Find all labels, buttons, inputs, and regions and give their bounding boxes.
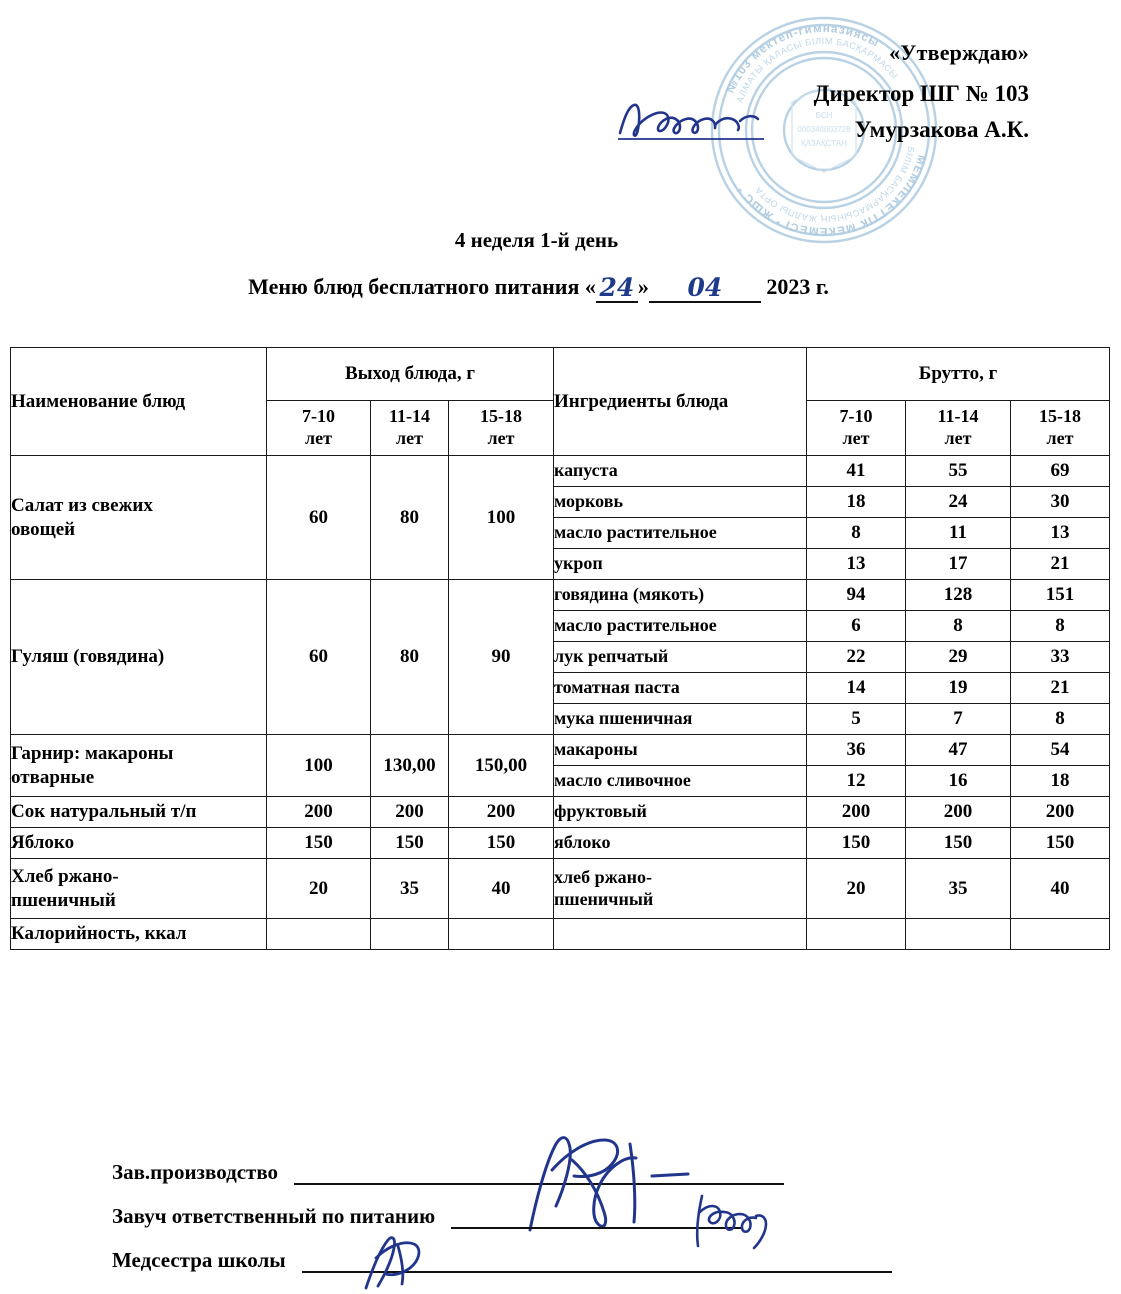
- gross-value-cell: 29: [906, 642, 1011, 673]
- signature-footer: [112, 1160, 1062, 1292]
- dish-name-cell: [11, 456, 267, 580]
- gross-value-cell: 41: [807, 456, 906, 487]
- dish-name-cell: [11, 580, 267, 735]
- ingredient-name-cell: яблоко: [554, 828, 807, 859]
- table-row: [11, 797, 1110, 828]
- ingredient-name-cell: говядина (мякоть): [554, 580, 807, 611]
- director-signature: [614, 99, 824, 141]
- age-label-line1: 11-14: [388, 406, 430, 427]
- dish-name-line1: Гуляш (говядина): [11, 646, 165, 668]
- dish-name-cell: [11, 735, 267, 797]
- svg-text:АЛМАТЫ ҚАЛАСЫ БIЛIМ БАСҚАРМАСЫ: АЛМАТЫ ҚАЛАСЫ БIЛIМ БАСҚАРМАСЫ: [734, 35, 901, 105]
- ingredient-line1: хлеб ржано-: [554, 866, 653, 887]
- table-body: [11, 456, 1110, 950]
- gross-value-cell: 8: [807, 518, 906, 549]
- output-value-cell: 40: [449, 859, 554, 919]
- gross-value-cell: 128: [906, 580, 1011, 611]
- gross-value-cell: 54: [1011, 735, 1110, 766]
- header-gross-group: Брутто, г: [807, 348, 1110, 401]
- gross-value-cell: 150: [807, 828, 906, 859]
- age-label-line2: лет: [842, 428, 870, 448]
- gross-value-cell: 200: [906, 797, 1011, 828]
- gross-value-cell: 35: [906, 859, 1011, 919]
- header-output-age-15-18: [449, 401, 554, 456]
- output-value-cell: 200: [371, 797, 449, 828]
- year-suffix: 2023 г.: [766, 274, 829, 299]
- gross-value-cell: 13: [807, 549, 906, 580]
- output-value-cell: 90: [449, 580, 554, 735]
- output-value-cell: 60: [267, 456, 371, 580]
- svg-text:000340003728: 000340003728: [797, 125, 851, 134]
- dish-name-line1: Сок натуральный т/п: [11, 801, 197, 823]
- dish-name-line1: Яблоко: [11, 832, 75, 854]
- output-value-cell: [267, 919, 371, 950]
- gross-value-cell: [807, 919, 906, 950]
- approval-block: [814, 38, 1029, 146]
- header-dish-name: Наименование блюд: [11, 348, 267, 456]
- output-value-cell: 150: [449, 828, 554, 859]
- dish-name-cell: [11, 919, 267, 950]
- ingredient-name-cell: масло растительное: [554, 611, 807, 642]
- handwritten-day: 24: [596, 273, 638, 302]
- signature-label-nurse: Медсестра школы: [112, 1248, 286, 1272]
- output-value-cell: 200: [267, 797, 371, 828]
- table-row: [11, 735, 1110, 766]
- output-value-cell: 80: [371, 580, 449, 735]
- table-header-row-groups: [11, 348, 1110, 401]
- svg-text:ҚАЗАҚСТАН: ҚАЗАҚСТАН: [801, 139, 847, 148]
- gross-value-cell: 33: [1011, 642, 1110, 673]
- ingredient-name-cell: лук репчатый: [554, 642, 807, 673]
- gross-value-cell: 8: [906, 611, 1011, 642]
- menu-table: [10, 347, 1110, 950]
- director-name-row: [814, 115, 1029, 145]
- week-day-title: [0, 228, 1121, 253]
- director-title: Директор ШГ № 103: [813, 81, 1029, 107]
- svg-text:БІЛІМ БАСҚАРМАСЫНЫҢ ЖАЛПЫ ОРТА: БІЛІМ БАСҚАРМАСЫНЫҢ ЖАЛПЫ ОРТА: [752, 145, 917, 225]
- ingredient-name-cell: укроп: [554, 549, 807, 580]
- menu-title-prefix: Меню блюд бесплатного питания «: [248, 274, 596, 299]
- gross-value-cell: 18: [807, 487, 906, 518]
- output-value-cell: 100: [449, 456, 554, 580]
- gross-value-cell: 30: [1011, 487, 1110, 518]
- gross-value-cell: 13: [1011, 518, 1110, 549]
- header-gross-age-7-10: [807, 401, 906, 456]
- menu-table-container: [10, 347, 1109, 950]
- output-value-cell: 150: [371, 828, 449, 859]
- svg-text:№103 мектеп-гимназиясы: №103 мектеп-гимназиясы: [724, 22, 882, 96]
- header-output-age-7-10: [267, 401, 371, 456]
- signature-line-nurse[interactable]: [302, 1251, 892, 1273]
- gross-value-cell: 22: [807, 642, 906, 673]
- gross-value-cell: 200: [807, 797, 906, 828]
- header-output-age-11-14: [371, 401, 449, 456]
- ingredient-name-cell: фруктовый: [554, 797, 807, 828]
- output-value-cell: 35: [371, 859, 449, 919]
- header-gross-age-15-18: [1011, 401, 1110, 456]
- table-head: [11, 348, 1110, 456]
- output-value-cell: 130,00: [371, 735, 449, 797]
- output-value-cell: 60: [267, 580, 371, 735]
- signature-line-production[interactable]: [294, 1163, 784, 1185]
- dish-name-line2: пшеничный: [11, 889, 116, 911]
- gross-value-cell: 7: [906, 704, 1011, 735]
- approve-word: «Утверждаю»: [889, 40, 1029, 65]
- gross-value-cell: 11: [906, 518, 1011, 549]
- age-label-line1: 7-10: [302, 406, 335, 427]
- dish-name-line2: овощей: [11, 518, 76, 540]
- header-ingredients: Ингредиенты блюда: [554, 348, 807, 456]
- age-label-line1: 15-18: [480, 406, 522, 427]
- table-row: [11, 859, 1110, 919]
- gross-value-cell: 150: [906, 828, 1011, 859]
- header-output-group: Выход блюда, г: [267, 348, 554, 401]
- signature-row-head-teacher: [112, 1204, 1062, 1248]
- gross-value-cell: 5: [807, 704, 906, 735]
- header-gross-age-11-14: [906, 401, 1011, 456]
- gross-value-cell: 14: [807, 673, 906, 704]
- age-label-line1: 11-14: [937, 406, 979, 427]
- age-label-line1: 15-18: [1039, 406, 1081, 427]
- dish-name-line1: Калорийность, ккал: [11, 923, 187, 945]
- output-value-cell: 100: [267, 735, 371, 797]
- ingredient-name-cell: морковь: [554, 487, 807, 518]
- table-row: [11, 828, 1110, 859]
- signature-label-head-teacher: Завуч ответственный по питанию: [112, 1204, 436, 1228]
- gross-value-cell: 55: [906, 456, 1011, 487]
- gross-value-cell: 18: [1011, 766, 1110, 797]
- gross-value-cell: 47: [906, 735, 1011, 766]
- signature-row-nurse: [112, 1248, 1062, 1292]
- dish-name-line1: Гарнир: макароны: [11, 743, 174, 765]
- ingredient-name-cell: макароны: [554, 735, 807, 766]
- ingredient-name-cell: капуста: [554, 456, 807, 487]
- output-value-cell: [449, 919, 554, 950]
- gross-value-cell: [906, 919, 1011, 950]
- week-day-text: 4 неделя 1-й день: [454, 228, 619, 252]
- dish-name-cell: [11, 828, 267, 859]
- gross-value-cell: 69: [1011, 456, 1110, 487]
- svg-text:БСН: БСН: [815, 111, 833, 120]
- dish-name-line1: Хлеб ржано-: [11, 866, 119, 888]
- table-row: [11, 919, 1110, 950]
- age-label-line2: лет: [1046, 428, 1074, 448]
- gross-value-cell: 150: [1011, 828, 1110, 859]
- gross-value-cell: 24: [906, 487, 1011, 518]
- output-value-cell: 20: [267, 859, 371, 919]
- age-label-line1: 7-10: [839, 406, 873, 427]
- gross-value-cell: [1011, 919, 1110, 950]
- output-value-cell: 80: [371, 456, 449, 580]
- age-label-line2: лет: [944, 428, 972, 448]
- gross-value-cell: 21: [1011, 673, 1110, 704]
- dish-name-cell: [11, 797, 267, 828]
- signature-label-production: Зав.производство: [112, 1160, 279, 1184]
- ingredient-name-cell: [554, 919, 807, 950]
- gross-value-cell: 20: [807, 859, 906, 919]
- output-value-cell: 150: [267, 828, 371, 859]
- gross-value-cell: 8: [1011, 704, 1110, 735]
- ingredient-name-cell: масло сливочное: [554, 766, 807, 797]
- output-value-cell: 150,00: [449, 735, 554, 797]
- age-label-line2: лет: [396, 428, 423, 448]
- table-row: [11, 580, 1110, 611]
- gross-value-cell: 94: [807, 580, 906, 611]
- gross-value-cell: 151: [1011, 580, 1110, 611]
- ingredient-line2: пшеничный: [554, 888, 654, 909]
- gross-value-cell: 200: [1011, 797, 1110, 828]
- gross-value-cell: 6: [807, 611, 906, 642]
- gross-value-cell: 21: [1011, 549, 1110, 580]
- dish-name-line2: отварные: [11, 766, 95, 788]
- svg-text:МЕМЛЕКЕТТIК МЕКЕМЕСI * ЖШС *: МЕМЛЕКЕТТIК МЕКЕМЕСI * ЖШС *: [735, 153, 928, 238]
- ingredient-name-cell: томатная паста: [554, 673, 807, 704]
- gross-value-cell: 40: [1011, 859, 1110, 919]
- age-label-line2: лет: [305, 428, 332, 448]
- quote-close: »: [637, 274, 649, 299]
- gross-value-cell: 8: [1011, 611, 1110, 642]
- ingredient-name-cell: мука пшеничная: [554, 704, 807, 735]
- output-value-cell: 200: [449, 797, 554, 828]
- dish-name-cell: [11, 859, 267, 919]
- age-label-line2: лет: [487, 428, 515, 448]
- signature-row-production: [112, 1160, 1062, 1204]
- table-row: [11, 456, 1110, 487]
- gross-value-cell: 36: [807, 735, 906, 766]
- gross-value-cell: 12: [807, 766, 906, 797]
- director-name: Умурзакова А.К.: [854, 117, 1029, 143]
- handwritten-month: 04: [649, 273, 761, 302]
- signature-line-head-teacher[interactable]: [451, 1207, 741, 1229]
- ingredient-name-cell: масло растительное: [554, 518, 807, 549]
- menu-title: [0, 273, 1121, 302]
- output-value-cell: [371, 919, 449, 950]
- dish-name-line1: Салат из свежих: [11, 495, 153, 517]
- gross-value-cell: 17: [906, 549, 1011, 580]
- ingredient-name-cell: [554, 859, 807, 919]
- gross-value-cell: 16: [906, 766, 1011, 797]
- gross-value-cell: 19: [906, 673, 1011, 704]
